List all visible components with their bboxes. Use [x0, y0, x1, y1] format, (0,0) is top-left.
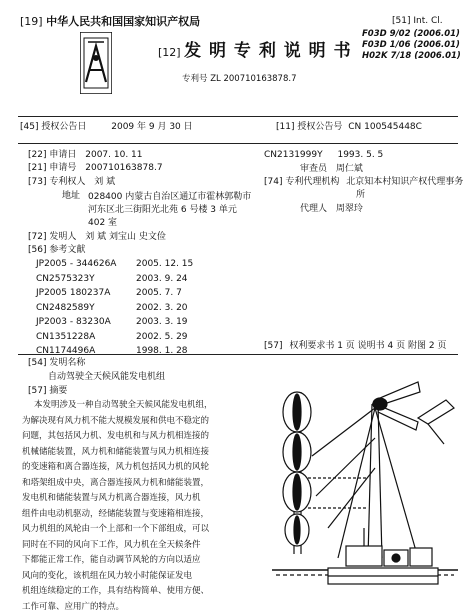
- intcl-item: H02K 7/18 (2006.01): [362, 51, 466, 62]
- examiner-row: [300, 164, 363, 175]
- patentee-label: 专利权人: [49, 177, 85, 187]
- grant-date: 2009 年 9 月 30 日: [111, 122, 192, 132]
- abstract-line: 机组连续稳定的工作，具有结构简单、使用方便、: [22, 584, 257, 600]
- invention-title: 自动驾驶全天候风能发电机组: [48, 372, 165, 383]
- abstract-line: 组件由电动机驱动，经储能装置与变速箱相连接，: [22, 507, 257, 523]
- ref-item: CN2575323Y 2003. 9. 24: [36, 272, 193, 287]
- patent-number: [182, 74, 297, 85]
- grant-no-row: [276, 122, 422, 133]
- claims-tag: [57]: [264, 341, 282, 351]
- title-label: 发明名称: [49, 358, 85, 368]
- abstract-line: 风力机组的风轮由一个上部和一个下部组成，可以: [22, 522, 257, 538]
- ref-extra-date: 1993. 5. 5: [337, 150, 383, 160]
- address-line: 028400 内蒙古自治区通辽市霍林郭勒市: [88, 191, 251, 203]
- refs-header: [28, 245, 85, 256]
- abstract-line: 工作可靠、应用广的特点。: [22, 600, 257, 615]
- agency-tag: [74]: [264, 177, 282, 187]
- examiner-label: 审查员: [300, 164, 327, 174]
- abstract-line: 和塔架组成中央，离合器连接风力机和储能装置，: [22, 476, 257, 492]
- agent-label: 代理人: [300, 204, 327, 214]
- ref-item: JP2005 180237A 2005. 7. 7: [36, 286, 193, 301]
- abstract-line: 的变速箱和离合器连接，风力机包括风力机的风轮: [22, 460, 257, 476]
- claims-count: [264, 341, 446, 352]
- address-line: 河东区北三街阳光北苑 6 号楼 3 单元: [88, 204, 251, 216]
- inventors-row: [28, 232, 166, 243]
- abstract-line: 风向的变化，该机组在风力较小时能保证发电: [22, 569, 257, 585]
- agency-row: [264, 177, 463, 188]
- abstract-line: 为解决现有风力机不能大规模发展和供电不稳定的: [22, 414, 257, 430]
- divider: [18, 116, 458, 117]
- grant-date-row: [20, 122, 193, 133]
- abstract-label: 摘要: [49, 386, 67, 396]
- inventors-tag: [72]: [28, 232, 46, 242]
- ref-item: CN2482589Y 2002. 3. 20: [36, 301, 193, 316]
- agent-value: 周翠玲: [336, 204, 363, 214]
- patentee-row: [28, 177, 115, 188]
- refs-list: [36, 257, 193, 359]
- intcl-item: F03D 1/06 (2006.01): [362, 40, 466, 51]
- title-header: [28, 358, 85, 369]
- title-tag: [54]: [28, 358, 46, 368]
- abstract-line: 发电机和储能装置与风力机离合器连接，风力机: [22, 491, 257, 507]
- patentee-name: 刘 斌: [94, 177, 115, 187]
- agency-label: 专利代理机构: [285, 177, 339, 187]
- abstract-header: [28, 386, 67, 397]
- intcl-list: [362, 29, 466, 62]
- patent-no-value: ZL 200710163878.7: [210, 74, 296, 84]
- intcl-tag: [51]: [392, 16, 410, 26]
- sipo-emblem-icon: [80, 32, 112, 94]
- app-no-row: [28, 163, 163, 174]
- patent-type-title: 发 明 专 利 说 明 书: [184, 41, 352, 61]
- agent-row: [300, 204, 363, 215]
- abstract-line: 同时在不同的风向下工作，风力机在全天候条件: [22, 538, 257, 554]
- filing-tag: [22]: [28, 150, 46, 160]
- app-no-tag: [21]: [28, 163, 46, 173]
- abstract-tag: [57]: [28, 386, 46, 396]
- refs-tag: [56]: [28, 245, 46, 255]
- type-tag: [12]: [158, 46, 181, 59]
- inventors-label: 发明人: [49, 232, 76, 242]
- examiner-value: 周仁斌: [336, 164, 363, 174]
- abstract-line: 下都能正常工作，能自动调节风轮的方向以适应: [22, 553, 257, 569]
- grant-no-tag: [11]: [276, 122, 294, 132]
- ref-item: CN1174496A 1998. 1. 28: [36, 344, 193, 359]
- grant-no-label: 授权公告号: [297, 122, 342, 132]
- ref-item: CN1351228A 2002. 5. 29: [36, 330, 193, 345]
- grant-label: 授权公告日: [41, 122, 86, 132]
- address-line: 402 室: [88, 217, 251, 229]
- filing-label: 申请日: [49, 150, 76, 160]
- ref-item: JP2003 - 83230A 2003. 3. 19: [36, 315, 193, 330]
- patentee-tag: [73]: [28, 177, 46, 187]
- grant-tag: [45]: [20, 122, 38, 132]
- agency-value-cont: 所: [356, 190, 365, 201]
- divider: [18, 354, 458, 355]
- abstract-line: 机械储能装置，风力机和储能装置与风力机相连接: [22, 445, 257, 461]
- ref-item: JP2005 - 344626A 2005. 12. 15: [36, 257, 193, 272]
- patent-no-label: 专利号: [182, 74, 208, 84]
- divider: [18, 143, 458, 144]
- intcl-label: Int. Cl.: [413, 16, 442, 26]
- intcl-item: F03D 9/02 (2006.01): [362, 29, 466, 40]
- intcl-header: [392, 16, 443, 27]
- abstract-line: 本发明涉及一种自动驾驶全天候风能发电机组，: [22, 398, 257, 414]
- app-no-value: 200710163878.7: [85, 163, 162, 173]
- refs-label: 参考文献: [49, 245, 85, 255]
- ref-extra-no: CN2131999Y: [264, 150, 323, 160]
- inventors-value: 刘 斌 刘宝山 史文俭: [85, 232, 166, 242]
- address-label: 地址: [62, 191, 80, 202]
- abstract-line: 问题，其包括风力机、发电机和与风力机相连接的: [22, 429, 257, 445]
- agency-value: 北京知本村知识产权代理事务: [346, 177, 463, 187]
- ref-extra: [264, 150, 383, 161]
- patent-type: [158, 46, 352, 58]
- app-no-label: 申请号: [49, 163, 76, 173]
- filing-row: [28, 150, 143, 161]
- address-block: [88, 191, 251, 229]
- country-header: [20, 16, 200, 27]
- grant-no: CN 100545448C: [348, 122, 422, 132]
- abstract-body: [22, 398, 257, 615]
- wind-turbine-drawing: [268, 378, 464, 600]
- claims-text: 权利要求书 1 页 说明书 4 页 附图 2 页: [289, 341, 446, 351]
- country-tag: [19]: [20, 15, 43, 28]
- filing-value: 2007. 10. 11: [85, 150, 142, 160]
- country-name: 中华人民共和国国家知识产权局: [46, 15, 200, 28]
